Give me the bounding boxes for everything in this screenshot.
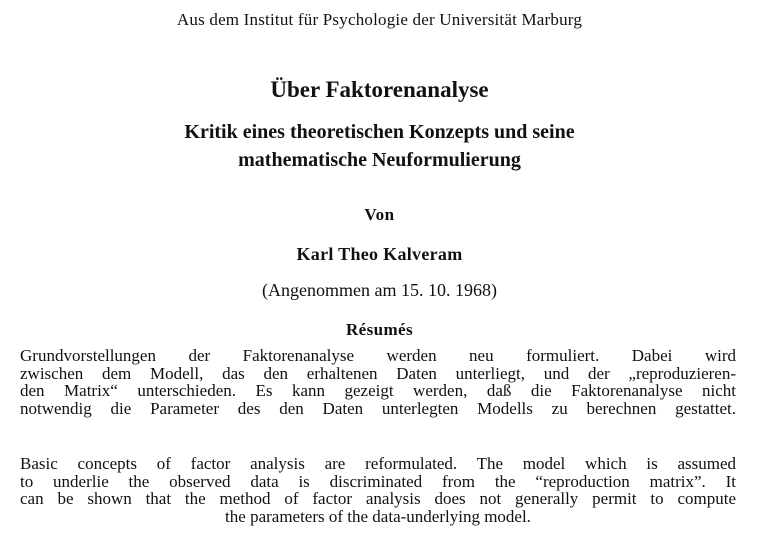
article-subtitle-line-2: mathematische Neuformulierung	[238, 149, 521, 171]
english-abstract-line-4: the parameters of the data-underlying model.	[225, 506, 531, 526]
institution-line: Aus dem Institut für Psychologie der Universität Marburg	[176, 10, 583, 29]
article-title: Über Faktorenanalyse	[270, 77, 489, 102]
german-abstract-line-2: zwischen dem Modell, das den erhaltenen Daten unterliegt, und der „reproduzieren-	[20, 363, 736, 383]
english-abstract-line-3: can be shown that the method of factor analysis does not generally permit to compute	[20, 489, 736, 508]
by-label: Von	[364, 205, 395, 224]
english-abstract-line-1: Basic concepts of factor analysis are reformulated. The model which is assumed	[20, 454, 736, 473]
english-abstract	[20, 455, 736, 525]
german-abstract-line-1: Grundvorstellungen der Faktorenanalyse werden neu formuliert. Dabei wird	[20, 346, 736, 365]
german-abstract-line-4: notwendig die Parameter des den Daten unterlegten Modells zu berechnen gestattet.	[20, 398, 736, 418]
article-subtitle-line-1: Kritik eines theoretischen Konzepts und seine	[184, 121, 575, 143]
abstract-heading: Résumés	[345, 320, 413, 339]
english-abstract-line-2: to underlie the observed data is discriminated from the “reproduction matrix”. It	[20, 471, 736, 491]
german-abstract-line-3: den Matrix“ unterschieden. Es kann gezeigt werden, daß die Faktorenanalyse nicht	[20, 381, 736, 400]
author-name: Karl Theo Kalveram	[296, 244, 463, 264]
accepted-date: (Angenommen am 15. 10. 1968)	[262, 280, 497, 300]
german-abstract	[20, 347, 736, 417]
